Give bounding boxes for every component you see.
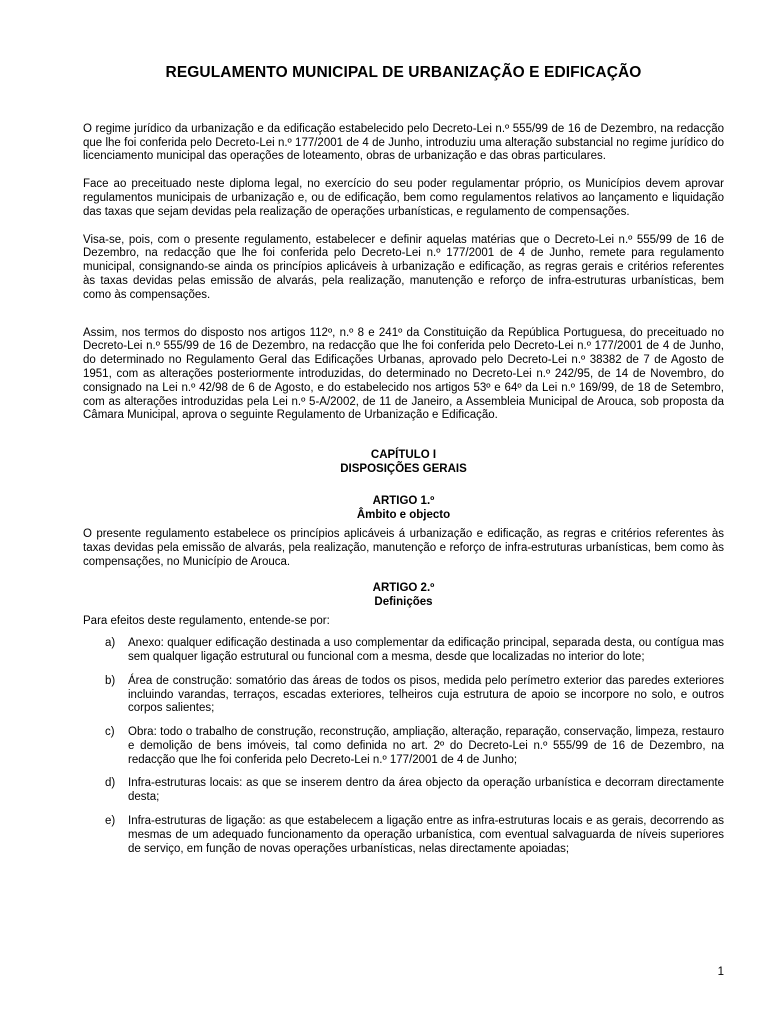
definition-item xyxy=(83,815,724,856)
preamble-paragraph-1: O regime jurídico da urbanização e da edificação estabelecido pelo Decreto-Lei n.º 555/99 de 16 de Dezembro, na redacção que lhe foi conferida pelo Decreto-Lei n.º 177/2001 de 4 de Junho, introduziu uma alteração substancial no regime jurídico do licenciamento municipal das operações de loteamento, obras de urbanização e das obras particulares. xyxy=(83,122,724,163)
article-1-text: O presente regulamento estabelece os princípios aplicáveis á urbanização e edificação, as regras e critérios referentes às taxas devidas pela emissão de alvarás, pela realização, manutenção e reforço de infra-estruturas urbanísticas, bem como às compensações, no Município de Arouca. xyxy=(83,528,724,568)
definition-text: Obra: todo o trabalho de construção, reconstrução, ampliação, alteração, reparação, conservação, limpeza, restauro e demolição de bens imóveis, tal como definida no art. 2º do Decreto-Lei n.º 555/99 de 16 de Dezembro, na redacção que lhe foi conferida pelo Decreto-Lei n.º 177/2001 de 4 de Junho; xyxy=(128,726,724,766)
definition-letter: d) xyxy=(105,777,116,790)
preamble-paragraph-3: Visa-se, pois, com o presente regulamento, estabelecer e definir aquelas matérias que o Decreto-Lei n.º 555/99 de 16 de Dezembro, na redacção que lhe foi conferida pelo Decreto-Lei n.º 177/2001 de 4 de Junho, remete para regulamento municipal, consignando-se ainda os princípios aplicáveis à urbanização e edificação, as regras gerais e critérios referentes às taxas devidas pelas emissão de alvarás, pela realização, manutenção e reforço de infra-estruturas urbanísticas, bem como às compensações. xyxy=(83,233,724,301)
definition-item xyxy=(83,637,724,665)
definition-text: Anexo: qualquer edificação destinada a uso complementar da edificação principal, separada desta, ou contígua mas sem qualquer ligação estrutural ou funcional com a mesma, desde que localizadas no interior do lote; xyxy=(128,637,724,663)
preamble-paragraph-2: Face ao preceituado neste diploma legal, no exercício do seu poder regulamentar próprio, os Municípios devem aprovar regulamentos municipais de urbanização e, ou de edificação, bem como regulamentos relativos ao lançamento e liquidação das taxas que sejam devidas pela realização de operações urbanísticas, e regulamento de compensações. xyxy=(83,178,724,218)
definition-item xyxy=(83,726,724,767)
definition-letter: c) xyxy=(105,726,115,739)
chapter-title: DISPOSIÇÕES GERAIS xyxy=(340,462,467,475)
definition-letter: b) xyxy=(105,674,116,687)
definition-text: Área de construção: somatório das áreas de todos os pisos, medida pelo perímetro exterior das paredes exteriores incluindo varandas, terraços, escadas exteriores, telheiros cuja estrutura de apoio se incorpore no solo, e outros corpos salientes; xyxy=(128,674,724,715)
article-2-title: Definições xyxy=(374,595,433,608)
definitions-list xyxy=(83,637,724,856)
article-2-intro: Para efeitos deste regulamento, entende-se por: xyxy=(83,615,330,628)
article-1-heading xyxy=(83,495,724,523)
preamble-paragraph-4: Assim, nos termos do disposto nos artigos 112º, n.º 8 e 241º da Constituição da República Portuguesa, do preceituado no Decreto-Lei n.º 555/99 de 16 de Dezembro, na redacção que lhe foi conferida pelo Decreto-Lei n.º 177/2001 de 4 de Junho, do determinado no Regulamento Geral das Edificações Urbanas, aprovado pelo Decreto-Lei n.º 38382 de 7 de Agosto de 1951, com as alterações posteriormente introduzidas, do determinado no Decreto-Lei n.º 242/95, de 14 de Novembro, do consignado na Lei n.º 42/98 de 6 de Agosto, e do estabelecido nos artigos 53º e 64º da Lei n.º 169/99, de 18 de Setembro, com as alterações introduzidas pela Lei n.º 5-A/2002, de 11 de Janeiro, a Assembleia Municipal de Arouca, sob proposta da Câmara Municipal, aprova o seguinte Regulamento de Urbanização e Edificação. xyxy=(83,326,724,422)
chapter-heading xyxy=(83,449,724,477)
definition-item xyxy=(83,777,724,805)
article-1-title: Âmbito e objecto xyxy=(356,508,451,521)
article-1-number: ARTIGO 1.º xyxy=(372,494,435,507)
page-number: 1 xyxy=(717,966,724,978)
definition-letter: a) xyxy=(105,637,116,650)
definition-text: Infra-estruturas locais: as que se inserem dentro da área objecto da operação urbanística e decorram directamente desta; xyxy=(128,777,724,804)
definition-item xyxy=(83,675,724,716)
definition-text: Infra-estruturas de ligação: as que estabelecem a ligação entre as infra-estruturas locais e as gerais, decorrendo as mesmas de um adequado funcionamento da operação urbanística, com eventual salvaguarda de níveis superiores de serviço, em função de novas operações urbanísticas, nelas directamente apoiadas; xyxy=(128,815,724,855)
definition-letter: e) xyxy=(105,815,116,828)
document-title: REGULAMENTO MUNICIPAL DE URBANIZAÇÃO E EDIFICAÇÃO xyxy=(165,64,642,81)
article-2-heading xyxy=(83,582,724,610)
chapter-number: CAPÍTULO I xyxy=(370,449,437,462)
article-2-number: ARTIGO 2.º xyxy=(372,581,435,594)
